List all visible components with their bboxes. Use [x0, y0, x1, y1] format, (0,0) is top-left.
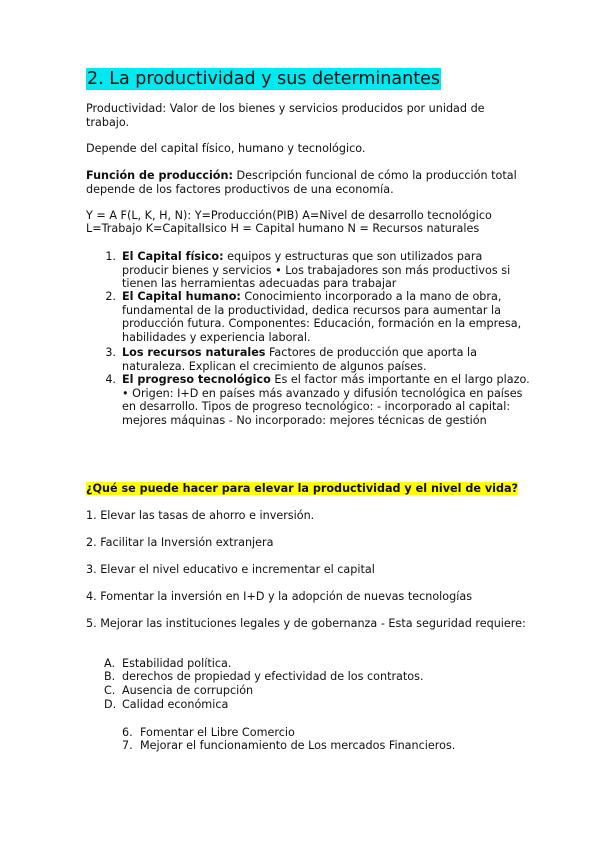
requirement-text: Estabilidad política.: [122, 657, 232, 670]
formula-line-1: Y = A F(L, K, H, N): Y=Producción(PIB) A=Nivel de desarrollo tecnológico: [86, 209, 492, 222]
measure-number: 7.: [122, 739, 133, 752]
requirement-letter: C.: [104, 684, 116, 697]
measure-2: 2. Facilitar la Inversión extranjera: [86, 536, 274, 549]
requirement-letter: D.: [104, 698, 117, 711]
item-text: equipos y estructuras que son utilizados para producir bienes y servicios • Los trabajadores son más productivos si tienen las herramientas adecuadas para trabajar: [122, 250, 511, 291]
item-label: El Capital humano:: [122, 290, 241, 303]
measure-7: Mejorar el funcionamiento de Los mercados Financieros.: [140, 739, 456, 752]
item-label: El progreso tecnológico: [122, 373, 271, 386]
list-number: 2.: [105, 290, 116, 303]
list-number: 1.: [105, 250, 116, 263]
list-item-recursos-naturales: [122, 346, 530, 373]
list-item-progreso-tecnologico: [122, 373, 530, 427]
measure-6: Fomentar el Libre Comercio: [140, 726, 295, 739]
requirement-text: Ausencia de corrupción: [122, 684, 254, 697]
question-highlight: ¿Qué se puede hacer para elevar la productividad y el nivel de vida?: [86, 482, 519, 495]
list-number: 4.: [105, 373, 116, 386]
measure-1: 1. Elevar las tasas de ahorro e inversión.: [86, 509, 315, 522]
item-text: Conocimiento incorporado a la mano de obra, fundamental de la productividad, dedica recursos para aumentar la producción futura. Componentes: Educación, formación en la empresa, habilidades y experiencia laboral.: [122, 290, 522, 344]
measure-5: 5. Mejorar las instituciones legales y de gobernanza - Esta seguridad requiere:: [86, 617, 526, 630]
list-number: 3.: [105, 346, 116, 359]
question-heading: [86, 482, 526, 496]
formula-line-2: L=Trabajo K=CapitalIsico H = Capital humano N = Recursos naturales: [86, 222, 480, 235]
requirement-letter: B.: [104, 670, 116, 683]
measure-3: 3. Elevar el nivel educativo e incrementar el capital: [86, 563, 375, 576]
item-label: El Capital físico:: [122, 250, 224, 263]
requirement-text: Calidad económica: [122, 698, 229, 711]
item-text: Es el factor más importante en el largo plazo. • Origen: I+D en países más avanzado y difusión tecnológica en países en desarrollo. Tipos de progreso tecnológico: - incorporado al capital: mejores máquinas - No incorporado: mejores técnicas de gestión: [122, 373, 530, 427]
funcion-produccion-label: Función de producción:: [86, 169, 233, 182]
item-label: Los recursos naturales: [122, 346, 266, 359]
list-item-capital-fisico: [122, 250, 530, 291]
requirement-letter: A.: [104, 657, 116, 670]
list-item-capital-humano: [122, 290, 530, 344]
productividad-definition: Productividad: Valor de los bienes y servicios producidos por unidad de trabajo.: [86, 102, 485, 129]
funcion-produccion-text: Descripción funcional de cómo la producción total depende de los factores productivos de una economía.: [86, 169, 517, 196]
funcion-produccion-paragraph: [86, 169, 526, 196]
section-title: 2. La productividad y sus determinantes: [87, 69, 440, 89]
measure-number: 6.: [122, 726, 133, 739]
item-text: Factores de producción que aporta la naturaleza. Explican el crecimiento de algunos países.: [122, 346, 478, 373]
requirement-text: derechos de propiedad y efectividad de los contratos.: [122, 670, 424, 683]
depende-paragraph: Depende del capital físico, humano y tecnológico.: [86, 142, 366, 155]
measure-4: 4. Fomentar la inversión en I+D y la adopción de nuevas tecnologías: [86, 590, 473, 603]
